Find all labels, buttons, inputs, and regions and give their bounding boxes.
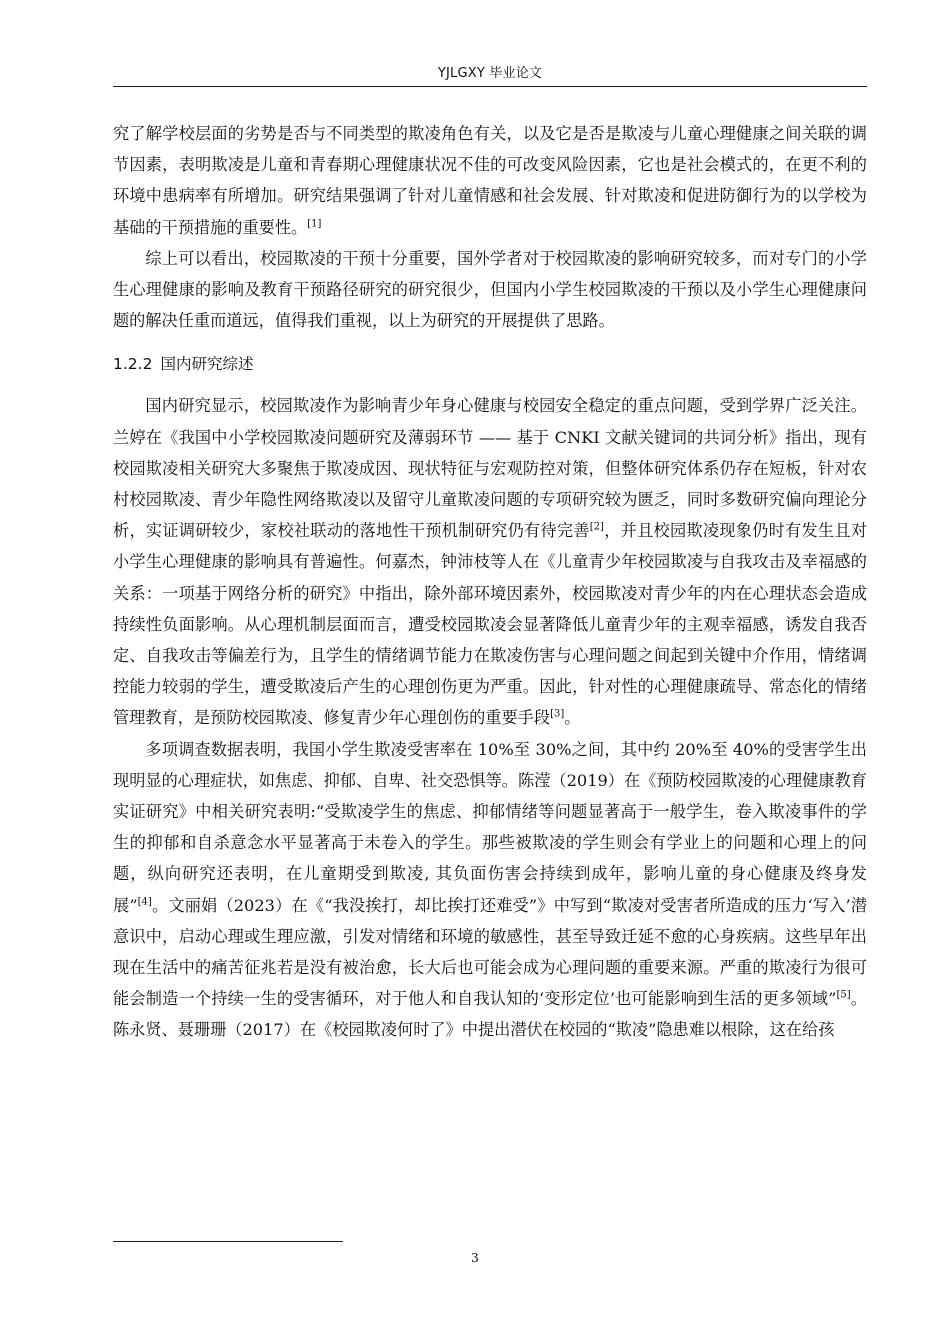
paragraph-text: 。陈永贤、聂珊珊（2017）在《校园欺凌何时了》中提出潜伏在校园的“欺凌”隐患难以根除，这在给孩 <box>113 989 867 1040</box>
paragraph-text: ，并且校园欺凌现象仍时有发生且对小学生心理健康的影响具有普遍性。何嘉杰，钟沛枝等人在《儿童青少年校园欺凌与自我攻击及幸福感的关系：一项基于网络分析的研究》中指出，除外部环境因素外，校园欺凌对青少年的内在心理状态会造成持续性负面影响。从心理机制层面而言，遭受校园欺凌会显著降低儿童青少年的主观幸福感，诱发自我否定、自我攻击等偏差行为，且学生的情绪调节能力在欺凌伤害与心理问题之间起到关键中介作用，情绪调控能力较弱的学生，遭受欺凌后产生的心理创伤更为严重。因此，针对性的心理健康疏导、常态化的情绪管理教育，是预防校园欺凌、修复青少年心理创伤的重要手段 <box>113 521 868 728</box>
section-title: 国内研究综述 <box>160 355 254 374</box>
citation-ref: [3] <box>550 709 565 721</box>
citation-ref: [2] <box>589 521 604 533</box>
paragraph-text: 国内研究显示，校园欺凌作为影响青少年身心健康与校园安全稳定的重点问题，受到学界广泛关注。兰婷在《我国中小学校园欺凌问题研究及薄弱环节 —— 基于 CNKI 文献关键词的共词分析》指出，现有校园欺凌相关研究大多聚焦于欺凌成因、现状特征与宏观防控对策，但整体研究体系仍存在短板，针对农村校园欺凌、青少年隐性网络欺凌以及留守儿童欺凌问题的专项研究较为匮乏，同时多数研究偏向理论分析，实证调研较少，家校社联动的落地性干预机制研究仍有待完善 <box>113 396 867 541</box>
section-heading <box>113 350 867 378</box>
paragraph-2 <box>113 243 867 337</box>
citation-ref: [4] <box>137 896 152 908</box>
paragraph-3 <box>113 390 867 733</box>
paragraph-4 <box>113 734 867 1046</box>
running-header: YJLGXY 毕业论文 <box>437 66 543 81</box>
citation-ref: [5] <box>836 989 851 1001</box>
paragraph-1 <box>113 118 867 243</box>
paragraph-text: 。文丽娟（2023）在《“我没挨打，却比挨打还难受”》中写到“欺凌对受害者所造成的压力‘写入’潜意识中，启动心理或生理应激，引发对情绪和环境的敏感性，甚至导致迁延不愈的心身疾病。这些早年出现在生活中的痛苦征兆若是没有被治愈，长大后也可能会成为心理问题的重要来源。严重的欺凌行为很可能会制造一个持续一生的受害循环，对于他人和自我认知的‘变形定位’也可能影响到生活的更多领域” <box>113 895 868 1009</box>
paragraph-text: 究了解学校层面的劣势是否与不同类型的欺凌角色有关，以及它是否是欺凌与儿童心理健康之间关联的调节因素，表明欺凌是儿童和青春期心理健康状况不佳的可改变风险因素，它也是社会模式的，在更不利的环境中患病率有所增加。研究结果强调了针对儿童情感和社会发展、针对欺凌和促进防御行为的以学校为基础的干预措施的重要性。 <box>113 124 867 237</box>
page-number: 3 <box>471 1251 479 1265</box>
paragraph-text: 。 <box>564 708 581 728</box>
citation-ref: [1] <box>307 218 322 230</box>
header-rule <box>113 86 867 87</box>
paragraph-text: 综上可以看出，校园欺凌的干预十分重要，国外学者对于校园欺凌的影响研究较多，而对专门的小学生心理健康的影响及教育干预路径研究的研究很少，但国内小学生校园欺凌的干预以及小学生心理健康问题的解决任重而道远，值得我们重视，以上为研究的开展提供了思路。 <box>113 248 867 331</box>
paragraph-text: 多项调查数据表明，我国小学生欺凌受害率在 10%至 30%之间，其中约 20%至 40%的受害学生出现明显的心理症状，如焦虑、抑郁、自卑、社交恐惧等。陈滢（2019）在《预防校园欺凌的心理健康教育实证研究》中相关研究表明:“受欺凌学生的焦虑、抑郁情绪等问题显著高于一般学生，卷入欺凌事件的学生的抑郁和自杀意念水平显著高于未卷入的学生。那些被欺凌的学生则会有学业上的问题和心理上的问题，纵向研究还表明，在儿童期受到欺凌, 其负面伤害会持续到成年，影响儿童的身心健康及终身发展” <box>113 739 867 915</box>
section-number: 1.2.2 <box>113 355 153 374</box>
footnote-rule <box>113 1241 343 1242</box>
body-text <box>113 118 867 1046</box>
